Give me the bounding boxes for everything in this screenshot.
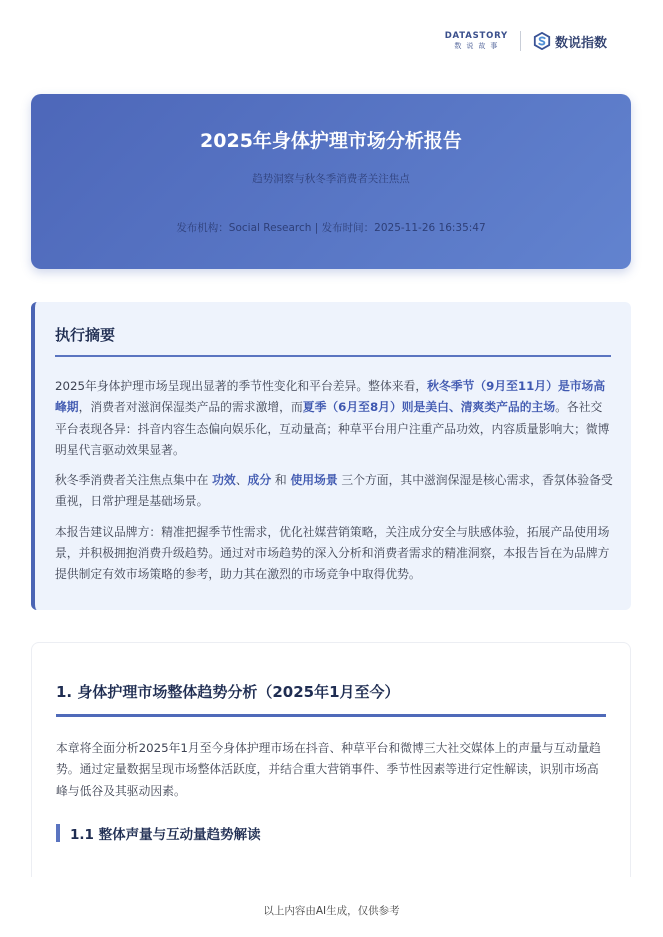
executive-summary-body <box>55 376 613 595</box>
section-1-title: 1. 身体护理市场整体趋势分析（2025年1月至今） <box>56 683 400 701</box>
brand-s-icon <box>533 32 551 50</box>
summary-highlight: 夏季（6月至8月）则是美白、清爽类产品的主场 <box>302 400 556 415</box>
summary-text: 。各社交平台表现各异：抖音内容生态偏向娱乐化，互动量高；种草平台用户注重产品功效，内容质量影响大；微博明星代言驱动效果显著。 <box>55 400 610 457</box>
report-header-banner <box>31 94 631 269</box>
summary-highlight: 成分 <box>247 473 272 488</box>
section-1-divider <box>56 714 606 717</box>
summary-paragraph-2 <box>55 470 613 513</box>
summary-text: 2025年身体护理市场呈现出显著的季节性变化和平台差异。整体来看， <box>55 379 428 393</box>
summary-highlight: 使用场景 <box>290 473 338 488</box>
brand-name: 数说指数 <box>554 35 607 51</box>
section-1-card <box>31 642 631 877</box>
summary-text: ，消费者对滋润保湿类产品的需求激增，而 <box>78 400 303 415</box>
logo-divider <box>520 31 521 51</box>
summary-highlight: 功效 <box>212 473 236 488</box>
summary-highlight: 秋冬季节（9月至11月）是市场高峰期 <box>55 379 606 415</box>
datastory-logo-cn: 数说故事 <box>454 42 503 51</box>
summary-text: 三个方面，其中滋润保湿是核心需求，香氛体验备受重视，日常护理是基础场景。 <box>55 473 613 509</box>
subsection-accent-bar <box>56 824 60 842</box>
summary-paragraph-3: 本报告建议品牌方：精准把握季节性需求，优化社媒营销策略，关注成分安全与肤感体验，拓展产品使用场景，并积极拥抱消费升级趋势。通过对市场趋势的深入分析和消费者需求的精准洞察，本报告旨在为品牌方提供制定有效市场策略的参考，助力其在激烈的市场竞争中取得优势。 <box>55 524 610 582</box>
header-logos <box>445 28 607 54</box>
report-title: 2025年身体护理市场分析报告 <box>200 130 462 152</box>
subsection-1-1-heading <box>56 823 261 843</box>
summary-text: 秋冬季消费者关注焦点集中在 <box>55 473 213 488</box>
summary-divider <box>55 355 611 357</box>
brand-logo <box>533 32 607 51</box>
executive-summary-card <box>31 302 631 610</box>
datastory-logo <box>445 32 508 51</box>
summary-text: 和 <box>271 473 291 488</box>
executive-summary-title: 执行摘要 <box>55 326 116 344</box>
report-meta: 发布机构：Social Research | 发布时间：2025-11-26 16:35:47 <box>176 222 486 234</box>
subsection-1-1-title: 1.1 整体声量与互动量趋势解读 <box>70 827 261 843</box>
datastory-logo-en: DATASTORY <box>444 30 508 41</box>
summary-paragraph-1 <box>55 376 613 461</box>
ai-disclaimer-footer: 以上内容由AI生成，仅供参考 <box>263 905 400 917</box>
summary-text: 、 <box>235 473 248 488</box>
report-subtitle: 趋势洞察与秋冬季消费者关注焦点 <box>252 173 410 185</box>
section-1-body: 本章将全面分析2025年1月至今身体护理市场在抖音、种草平台和微博三大社交媒体上的声量与互动量趋势。通过定量数据呈现市场整体活跃度，并结合重大营销事件、季节性因素等进行定性解读，识别市场高峰与低谷及其驱动因素。 <box>56 741 601 798</box>
